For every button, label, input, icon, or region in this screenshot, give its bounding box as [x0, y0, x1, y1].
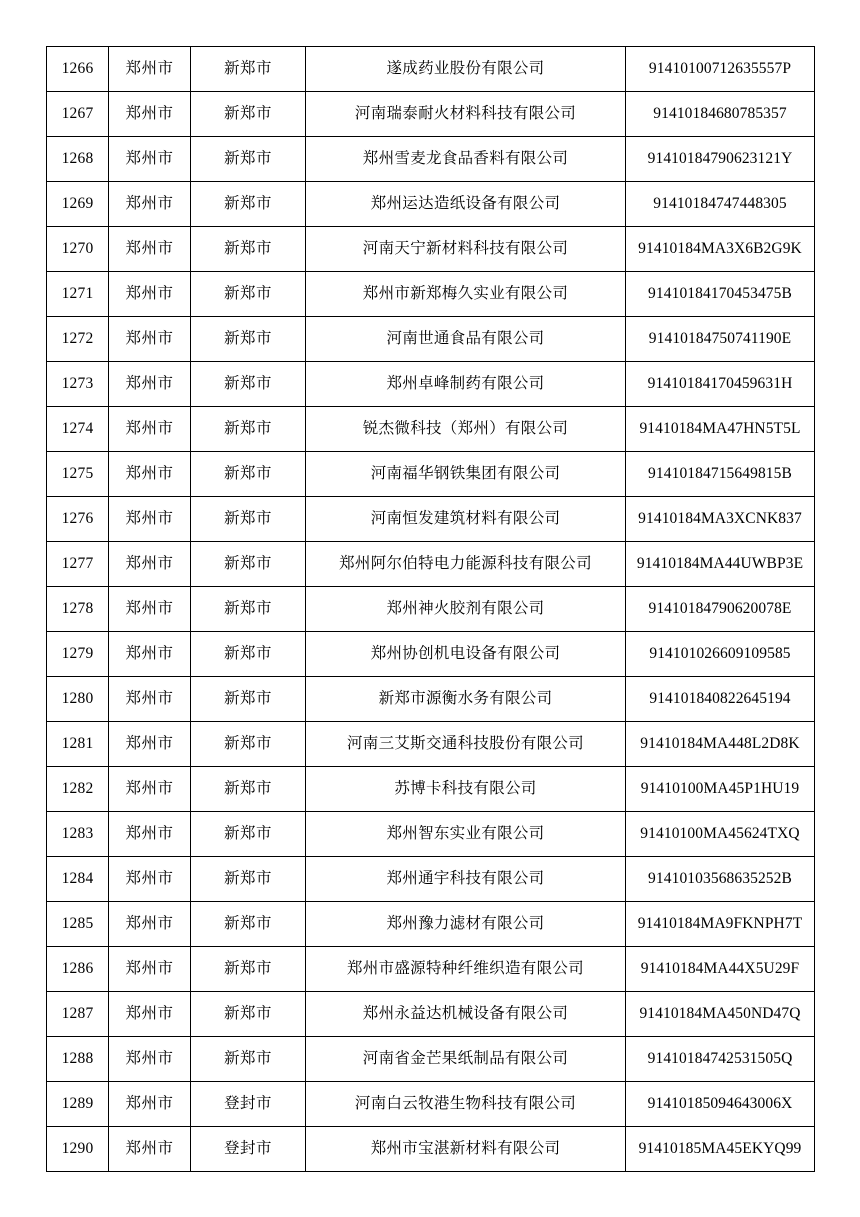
cell-county: 新郑市	[191, 407, 306, 452]
cell-credit-code: 91410184MA450ND47Q	[626, 992, 815, 1037]
cell-county: 新郑市	[191, 722, 306, 767]
cell-company-name: 郑州协创机电设备有限公司	[306, 632, 626, 677]
cell-city: 郑州市	[109, 902, 191, 947]
table-row	[47, 317, 815, 362]
cell-credit-code: 91410184MA47HN5T5L	[626, 407, 815, 452]
cell-company-name: 河南恒发建筑材料有限公司	[306, 497, 626, 542]
cell-serial-number: 1269	[47, 182, 109, 227]
cell-credit-code: 91410184MA448L2D8K	[626, 722, 815, 767]
cell-company-name: 郑州智东实业有限公司	[306, 812, 626, 857]
table-row	[47, 992, 815, 1037]
cell-county: 新郑市	[191, 947, 306, 992]
cell-serial-number: 1287	[47, 992, 109, 1037]
table-row	[47, 587, 815, 632]
cell-credit-code: 91410184680785357	[626, 92, 815, 137]
cell-county: 新郑市	[191, 137, 306, 182]
table-row	[47, 542, 815, 587]
cell-credit-code: 91410103568635252B	[626, 857, 815, 902]
cell-county: 新郑市	[191, 452, 306, 497]
table-row	[47, 497, 815, 542]
registry-table-body	[47, 47, 815, 1172]
table-row	[47, 407, 815, 452]
cell-credit-code: 91410184MA44X5U29F	[626, 947, 815, 992]
cell-city: 郑州市	[109, 92, 191, 137]
cell-serial-number: 1268	[47, 137, 109, 182]
cell-county: 新郑市	[191, 317, 306, 362]
cell-city: 郑州市	[109, 227, 191, 272]
table-row	[47, 947, 815, 992]
cell-credit-code: 914101026609109585	[626, 632, 815, 677]
table-row	[47, 767, 815, 812]
cell-county: 新郑市	[191, 767, 306, 812]
cell-serial-number: 1266	[47, 47, 109, 92]
cell-credit-code: 91410184742531505Q	[626, 1037, 815, 1082]
table-row	[47, 452, 815, 497]
cell-county: 新郑市	[191, 182, 306, 227]
cell-serial-number: 1288	[47, 1037, 109, 1082]
cell-credit-code: 91410184790623121Y	[626, 137, 815, 182]
cell-serial-number: 1275	[47, 452, 109, 497]
table-row	[47, 1082, 815, 1127]
cell-credit-code: 91410185094643006X	[626, 1082, 815, 1127]
cell-company-name: 河南白云牧港生物科技有限公司	[306, 1082, 626, 1127]
cell-credit-code: 91410184MA44UWBP3E	[626, 542, 815, 587]
cell-company-name: 河南瑞泰耐火材料科技有限公司	[306, 92, 626, 137]
cell-serial-number: 1276	[47, 497, 109, 542]
cell-county: 新郑市	[191, 587, 306, 632]
cell-serial-number: 1290	[47, 1127, 109, 1172]
cell-serial-number: 1289	[47, 1082, 109, 1127]
cell-credit-code: 91410184170459631H	[626, 362, 815, 407]
cell-city: 郑州市	[109, 542, 191, 587]
table-row	[47, 677, 815, 722]
cell-serial-number: 1278	[47, 587, 109, 632]
cell-city: 郑州市	[109, 632, 191, 677]
table-row	[47, 227, 815, 272]
cell-city: 郑州市	[109, 47, 191, 92]
table-row	[47, 182, 815, 227]
cell-serial-number: 1285	[47, 902, 109, 947]
cell-company-name: 郑州运达造纸设备有限公司	[306, 182, 626, 227]
cell-serial-number: 1267	[47, 92, 109, 137]
cell-company-name: 郑州卓峰制药有限公司	[306, 362, 626, 407]
table-row	[47, 812, 815, 857]
cell-serial-number: 1282	[47, 767, 109, 812]
cell-credit-code: 914101840822645194	[626, 677, 815, 722]
cell-serial-number: 1286	[47, 947, 109, 992]
cell-serial-number: 1272	[47, 317, 109, 362]
cell-credit-code: 91410184790620078E	[626, 587, 815, 632]
cell-county: 新郑市	[191, 92, 306, 137]
table-row	[47, 92, 815, 137]
cell-serial-number: 1277	[47, 542, 109, 587]
cell-city: 郑州市	[109, 272, 191, 317]
cell-county: 新郑市	[191, 227, 306, 272]
table-row	[47, 632, 815, 677]
table-row	[47, 902, 815, 947]
cell-city: 郑州市	[109, 137, 191, 182]
cell-city: 郑州市	[109, 1037, 191, 1082]
table-row	[47, 857, 815, 902]
cell-city: 郑州市	[109, 362, 191, 407]
cell-company-name: 锐杰微科技（郑州）有限公司	[306, 407, 626, 452]
cell-credit-code: 91410184MA3XCNK837	[626, 497, 815, 542]
cell-credit-code: 91410184170453475B	[626, 272, 815, 317]
cell-county: 新郑市	[191, 47, 306, 92]
cell-county: 新郑市	[191, 857, 306, 902]
table-row	[47, 137, 815, 182]
cell-company-name: 郑州市盛源特种纤维织造有限公司	[306, 947, 626, 992]
cell-credit-code: 91410184747448305	[626, 182, 815, 227]
cell-county: 新郑市	[191, 497, 306, 542]
cell-city: 郑州市	[109, 857, 191, 902]
cell-credit-code: 91410100712635557P	[626, 47, 815, 92]
table-row	[47, 722, 815, 767]
cell-city: 郑州市	[109, 317, 191, 362]
cell-credit-code: 91410185MA45EKYQ99	[626, 1127, 815, 1172]
cell-company-name: 河南省金芒果纸制品有限公司	[306, 1037, 626, 1082]
cell-city: 郑州市	[109, 1082, 191, 1127]
table-row	[47, 272, 815, 317]
cell-credit-code: 91410184715649815B	[626, 452, 815, 497]
cell-company-name: 郑州市新郑梅久实业有限公司	[306, 272, 626, 317]
cell-serial-number: 1274	[47, 407, 109, 452]
cell-company-name: 郑州神火胶剂有限公司	[306, 587, 626, 632]
cell-company-name: 郑州通宇科技有限公司	[306, 857, 626, 902]
registry-table-container	[46, 46, 814, 1172]
cell-county: 新郑市	[191, 632, 306, 677]
cell-county: 新郑市	[191, 1037, 306, 1082]
cell-company-name: 新郑市源衡水务有限公司	[306, 677, 626, 722]
cell-city: 郑州市	[109, 182, 191, 227]
cell-company-name: 河南福华钢铁集团有限公司	[306, 452, 626, 497]
cell-county: 新郑市	[191, 677, 306, 722]
cell-city: 郑州市	[109, 407, 191, 452]
cell-company-name: 遂成药业股份有限公司	[306, 47, 626, 92]
cell-city: 郑州市	[109, 497, 191, 542]
cell-city: 郑州市	[109, 452, 191, 497]
cell-county: 新郑市	[191, 992, 306, 1037]
cell-serial-number: 1279	[47, 632, 109, 677]
table-row	[47, 1127, 815, 1172]
cell-county: 新郑市	[191, 362, 306, 407]
cell-serial-number: 1273	[47, 362, 109, 407]
cell-company-name: 郑州阿尔伯特电力能源科技有限公司	[306, 542, 626, 587]
cell-credit-code: 91410184750741190E	[626, 317, 815, 362]
cell-company-name: 郑州雪麦龙食品香料有限公司	[306, 137, 626, 182]
cell-company-name: 河南天宁新材料科技有限公司	[306, 227, 626, 272]
cell-company-name: 郑州市宝湛新材料有限公司	[306, 1127, 626, 1172]
table-row	[47, 47, 815, 92]
cell-serial-number: 1271	[47, 272, 109, 317]
cell-county: 登封市	[191, 1127, 306, 1172]
cell-company-name: 苏博卡科技有限公司	[306, 767, 626, 812]
cell-county: 新郑市	[191, 902, 306, 947]
cell-serial-number: 1283	[47, 812, 109, 857]
cell-county: 登封市	[191, 1082, 306, 1127]
cell-company-name: 河南世通食品有限公司	[306, 317, 626, 362]
cell-company-name: 郑州豫力滤材有限公司	[306, 902, 626, 947]
cell-credit-code: 91410184MA3X6B2G9K	[626, 227, 815, 272]
table-row	[47, 1037, 815, 1082]
cell-city: 郑州市	[109, 1127, 191, 1172]
enterprise-registry-table	[46, 46, 815, 1172]
cell-city: 郑州市	[109, 767, 191, 812]
cell-credit-code: 91410184MA9FKNPH7T	[626, 902, 815, 947]
cell-county: 新郑市	[191, 272, 306, 317]
cell-city: 郑州市	[109, 677, 191, 722]
cell-city: 郑州市	[109, 992, 191, 1037]
table-row	[47, 362, 815, 407]
cell-company-name: 郑州永益达机械设备有限公司	[306, 992, 626, 1037]
cell-city: 郑州市	[109, 812, 191, 857]
cell-city: 郑州市	[109, 587, 191, 632]
cell-credit-code: 91410100MA45P1HU19	[626, 767, 815, 812]
cell-company-name: 河南三艾斯交通科技股份有限公司	[306, 722, 626, 767]
cell-credit-code: 91410100MA45624TXQ	[626, 812, 815, 857]
cell-city: 郑州市	[109, 722, 191, 767]
cell-serial-number: 1284	[47, 857, 109, 902]
cell-serial-number: 1281	[47, 722, 109, 767]
cell-county: 新郑市	[191, 542, 306, 587]
cell-serial-number: 1280	[47, 677, 109, 722]
cell-city: 郑州市	[109, 947, 191, 992]
cell-county: 新郑市	[191, 812, 306, 857]
cell-serial-number: 1270	[47, 227, 109, 272]
